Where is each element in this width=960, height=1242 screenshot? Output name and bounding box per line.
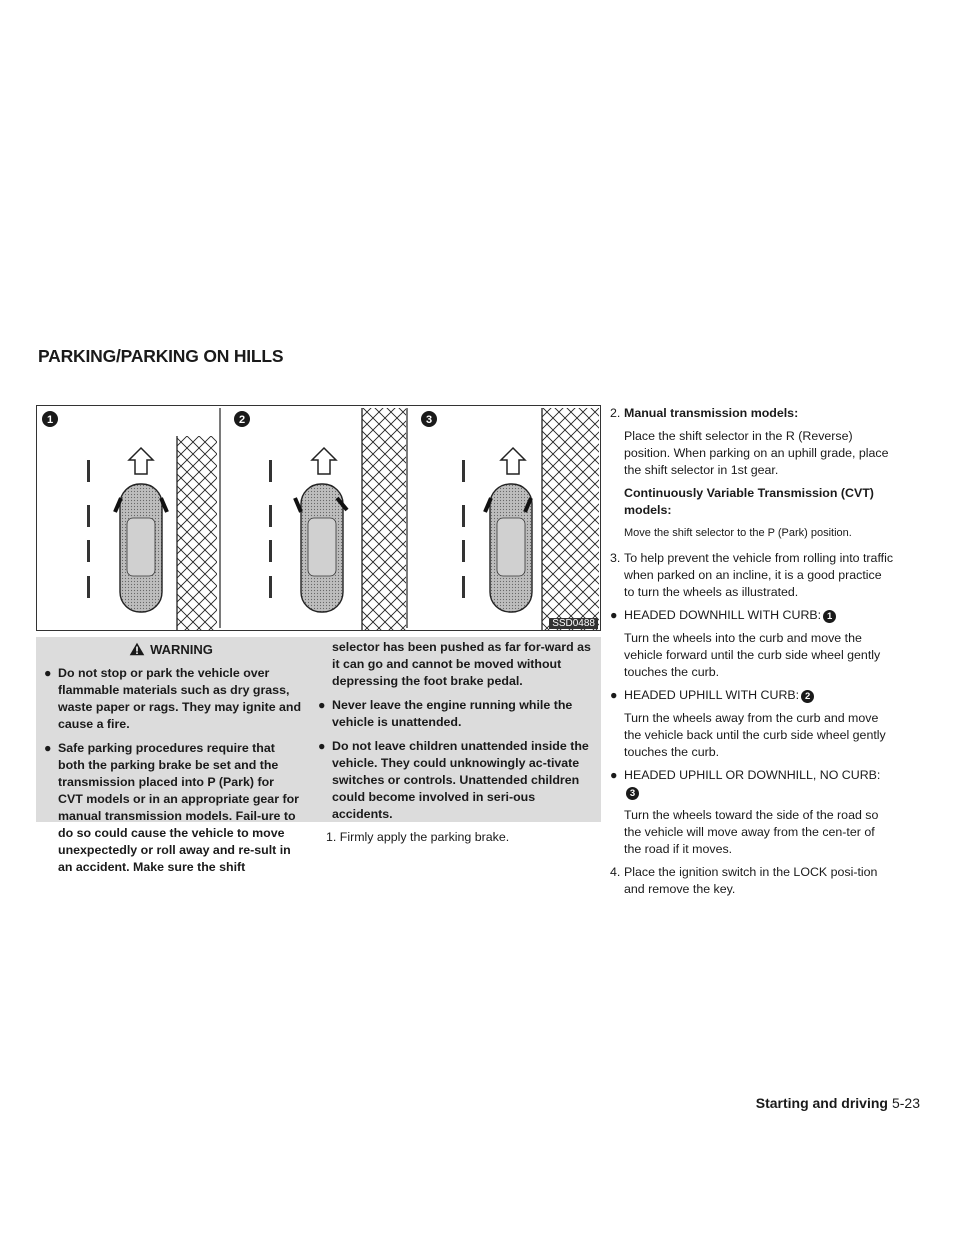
step-2-heading: Manual transmission models: — [624, 406, 799, 420]
step-2-text: Place the shift selector in the R (Reverse) position. When parking on an uphill grade, place the shift selector in 1st gear. — [624, 429, 889, 477]
page-footer — [740, 1095, 920, 1111]
step-4 — [610, 864, 895, 898]
step-3 — [610, 550, 895, 601]
page-number: 5-23 — [891, 1095, 920, 1111]
bullet-text: Turn the wheels toward the side of the road so the vehicle will move away from the cen-ter of the road if it moves. — [624, 808, 879, 856]
panel-1-downhill-with-curb — [42, 411, 217, 630]
warning-column-left — [44, 665, 302, 883]
warning-text: Safe parking procedures require that both the parking brake be set and the transmission placed into P (Park) for CVT models or in an appropriate gear for manual transmission models. Fail-ure to do so could cause the vehicle to move unexpectedly or roll away and re-sult in an accident. Make sure the shift — [58, 741, 299, 874]
svg-text:2: 2 — [238, 414, 246, 426]
warning-item: ● Never leave the engine running while the vehicle is unattended. — [318, 697, 596, 731]
step-1 — [326, 829, 596, 846]
bullet-uphill-with-curb: ● HEADED UPHILL WITH CURB: 2 — [610, 687, 895, 704]
step-number: 2. — [610, 406, 621, 420]
step-2 — [610, 405, 895, 422]
section-title: PARKING/PARKING ON HILLS — [38, 346, 284, 366]
svg-text:3: 3 — [425, 414, 433, 426]
warning-text: Do not stop or park the vehicle over flammable materials such as dry grass, waste paper or rags. They may ignite and cause a fire. — [58, 666, 302, 731]
figure-id: SSD0488 — [549, 618, 598, 629]
warning-column-right — [318, 639, 596, 830]
step-number: 3. — [610, 551, 621, 565]
bullet-label: HEADED DOWNHILL WITH CURB: — [624, 608, 822, 622]
bullet-no-curb: ● HEADED UPHILL OR DOWNHILL, NO CURB:3 — [610, 768, 881, 799]
bullet-label: HEADED UPHILL OR DOWNHILL, NO CURB: — [624, 768, 881, 782]
step-4-text: Place the ignition switch in the LOCK posi-tion and remove the key. — [624, 865, 878, 896]
warning-item: ● Do not leave children unattended inside the vehicle. They could unknowingly ac-tivate switches or controls. Unattended children could become involved in seri-ous accidents. — [318, 738, 596, 823]
steps-column-right — [610, 405, 895, 904]
curb-hatch — [362, 408, 406, 630]
warning-text: Do not leave children unattended inside the vehicle. They could unknowingly ac-tivate switches or controls. Unattended children could become involved in seri-ous accidents. — [332, 739, 589, 821]
panel-2-uphill-with-curb — [234, 408, 406, 630]
warning-triangle-icon — [129, 642, 145, 656]
parking-on-hills-illustration — [36, 405, 601, 631]
bullet-label: HEADED UPHILL WITH CURB: — [624, 688, 800, 702]
step-1-text: 1. Firmly apply the parking brake. — [326, 830, 510, 844]
warning-header — [36, 637, 306, 661]
panel-3-no-curb — [421, 408, 599, 630]
warning-item: ● Do not stop or park the vehicle over flammable materials such as dry grass, waste paper or rags. They may ignite and cause a fire. — [44, 666, 302, 731]
footer-section-name: Starting and driving — [755, 1095, 888, 1111]
illustration-svg — [37, 406, 600, 630]
cvt-heading: Continuously Variable Transmission (CVT) models: — [624, 486, 874, 517]
bullet-downhill-with-curb: ● HEADED DOWNHILL WITH CURB: 1 — [610, 607, 895, 624]
warning-text: Never leave the engine running while the vehicle is unattended. — [332, 698, 573, 729]
circled-number-icon: 2 — [801, 690, 814, 703]
step-number: 4. — [610, 865, 621, 879]
warning-item-continued — [318, 639, 596, 690]
bullet-text: Turn the wheels into the curb and move the vehicle forward until the curb side wheel gently touches the curb. — [624, 631, 881, 679]
cvt-text: Move the shift selector to the P (Park) position. — [624, 527, 852, 539]
circled-number-icon: 3 — [626, 787, 639, 800]
road-edge-hatch — [542, 408, 599, 630]
warning-text: selector has been pushed as far for-ward as it can go and cannot be moved without depressing the foot brake pedal. — [332, 640, 591, 688]
step-3-text: To help prevent the vehicle from rolling into traffic when parked on an incline, it is a good practice to turn the wheels as illustrated. — [624, 551, 894, 599]
circled-number-icon: 1 — [823, 610, 836, 623]
warning-item: ● Safe parking procedures require that both the parking brake be set and the transmission placed into P (Park) for CVT models or in an appropriate gear for manual transmission models. Fail-ure to do so could cause the vehicle to move unexpectedly or roll away and re-sult in an accident. Make sure the shift — [44, 740, 302, 876]
curb-hatch — [177, 436, 217, 630]
svg-text:1: 1 — [46, 414, 54, 426]
bullet-text: Turn the wheels away from the curb and move the vehicle back until the curb side wheel gently touches the curb. — [624, 711, 886, 759]
warning-title: WARNING — [150, 641, 213, 657]
